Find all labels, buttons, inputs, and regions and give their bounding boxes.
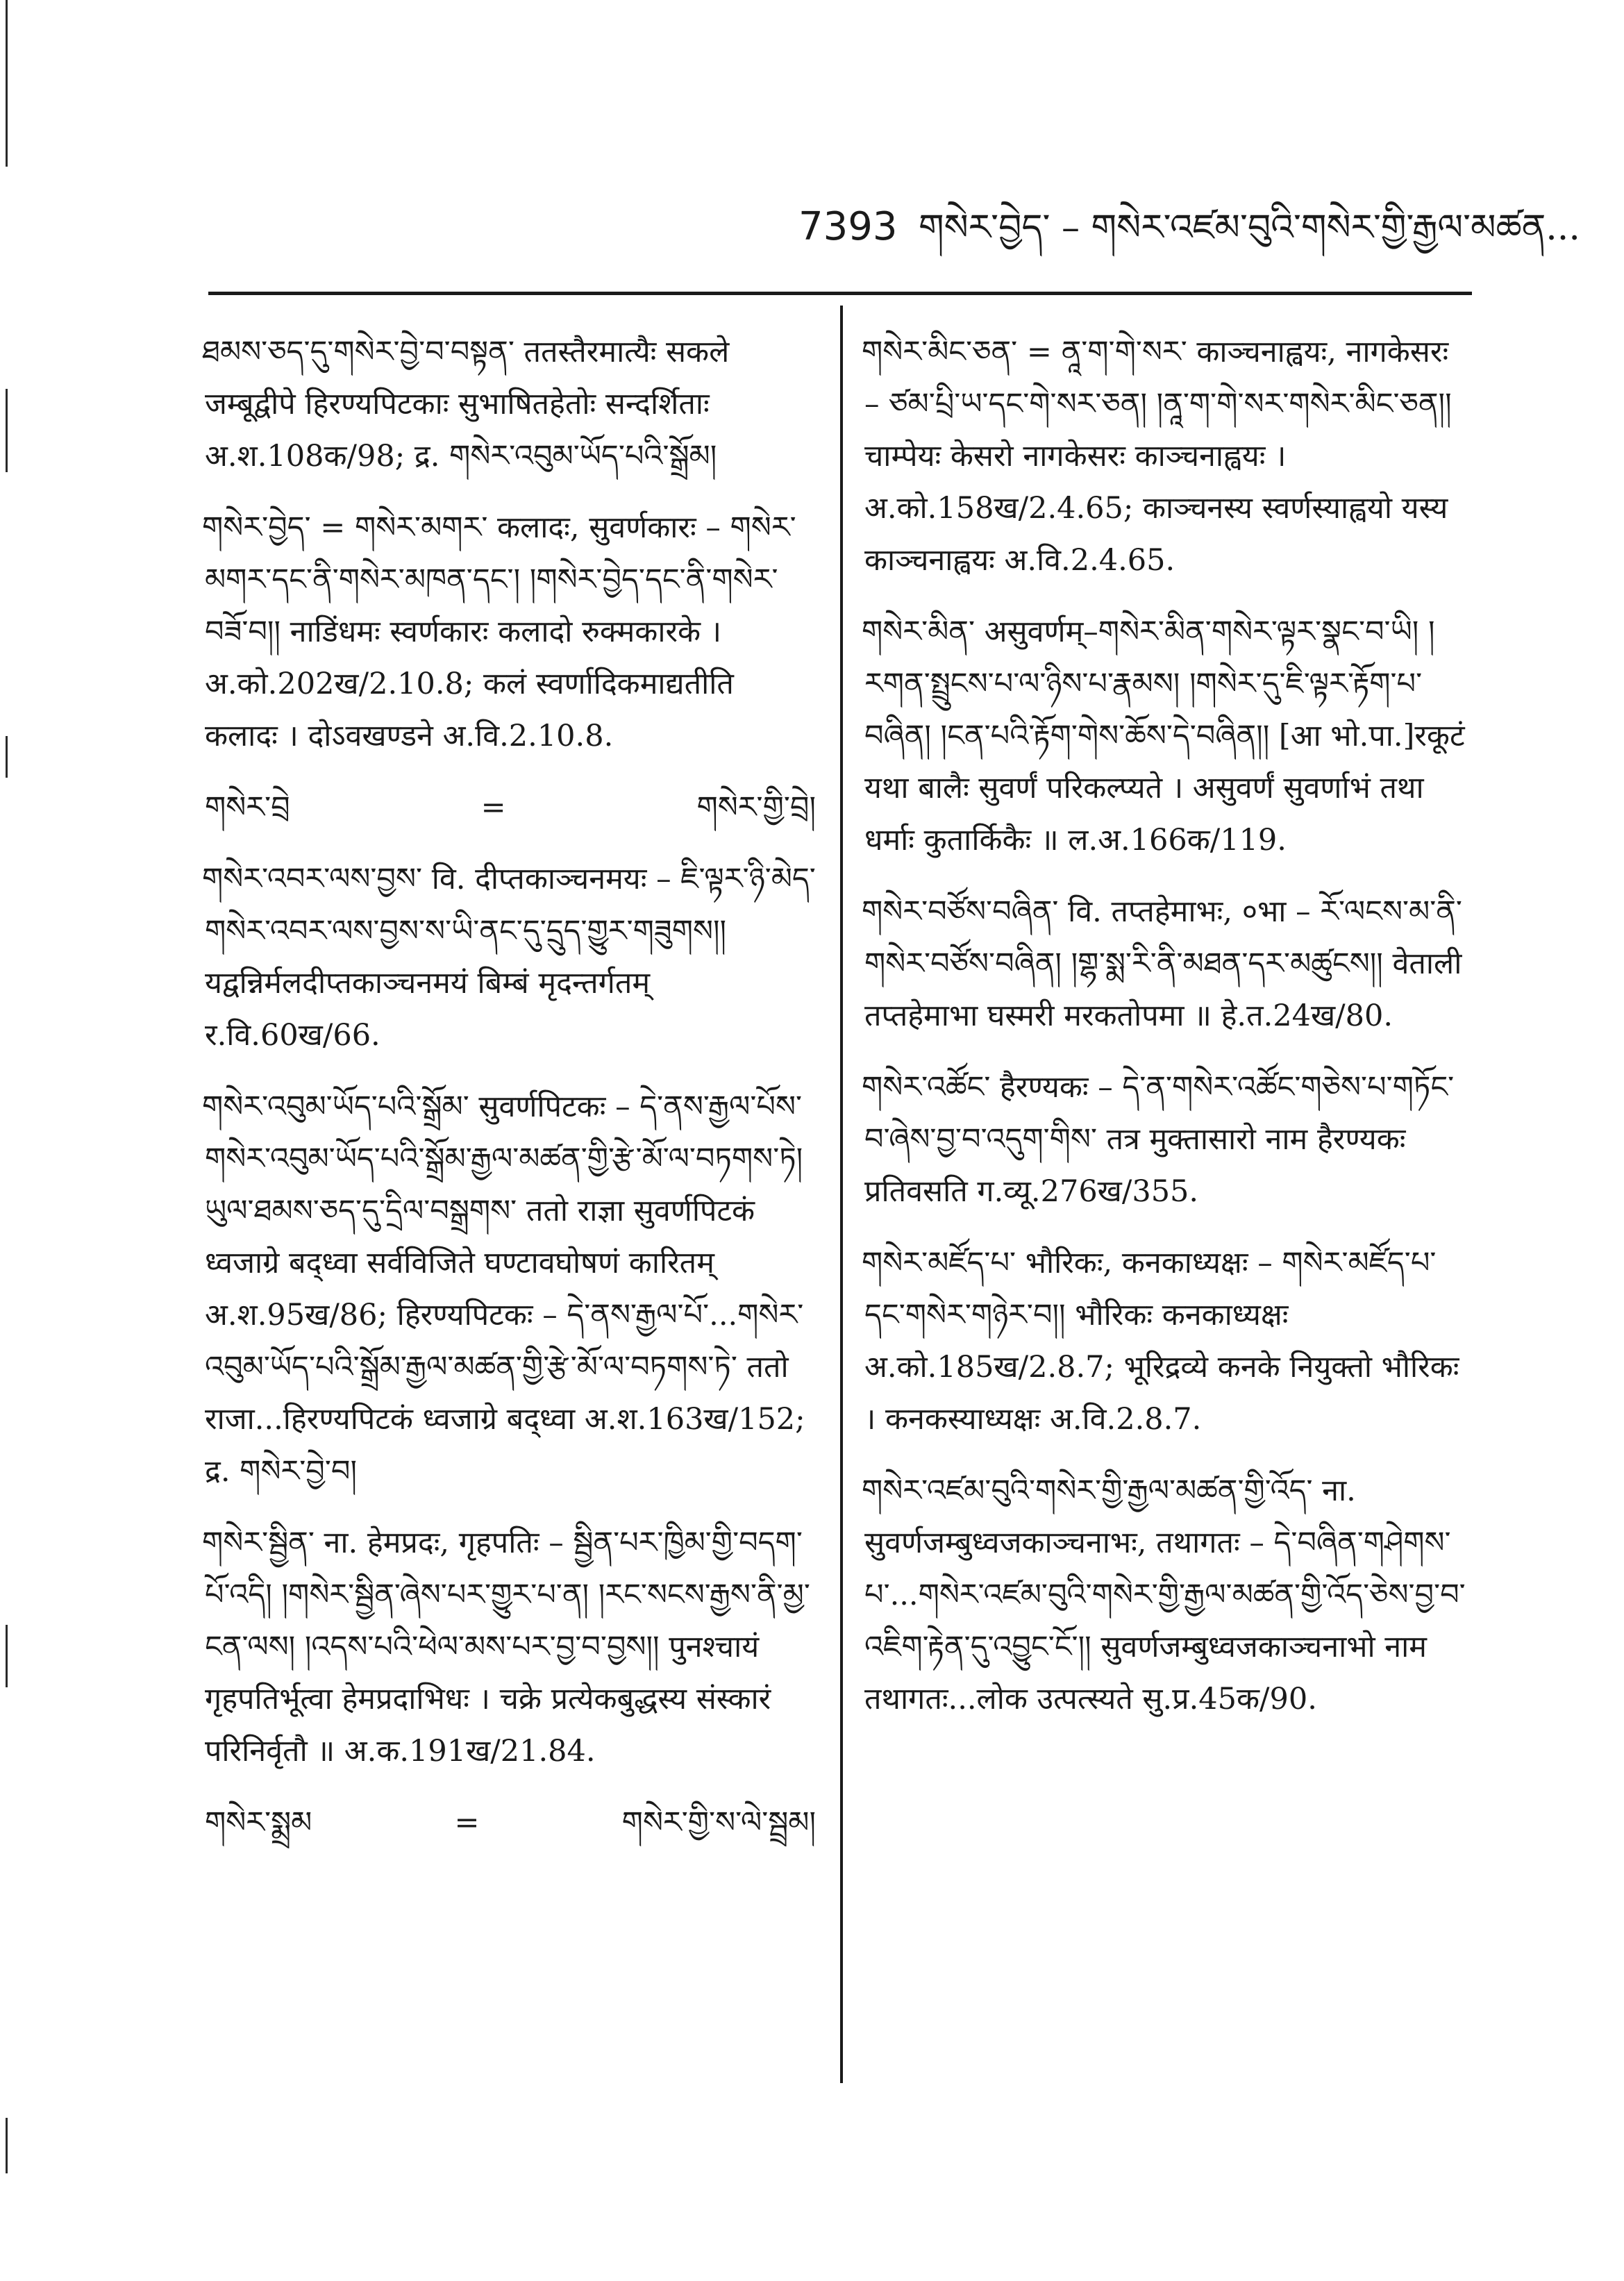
dictionary-entry: གསེར་འབུམ་ཡོད་པའི་སྒྲོམ་ सुवर्णपिटकः – དེ་ནས་རྒྱལ་པོས་གསེར་འབུམ་ཡོད་པའི་སྒྲོམ་རྒྱལ་མཚན་གྱི་རྩེ་མོ་ལ་བཏགས་ཏེ། ཡུལ་ཐམས་ཅད་དུ་དྲིལ་བསྒྲགས་ ततो राज्ञा सुवर्णपिटकं ध्वजाग्रे बद्ध्वा सर्वविजिते घण्टावघोषणं कारितम् अ.श.95ख/86; हिरण्यपिटकः – དེ་ནས་རྒྱལ་པོ་...གསེར་འབུམ་ཡོད་པའི་སྒྲོམ་རྒྱལ་མཚན་གྱི་རྩེ་མོ་ལ་བཏགས་ཏེ་ ततो राजा...हिरण्यपिटकं ध्वजाग्रे बद्ध्वा अ.श.163ख/152; द्र. གསེར་བྱེ་བ།: [202, 1089, 805, 1489]
dictionary-entry: གསེར་འཛམ་བུའི་གསེར་གྱི་རྒྱལ་མཚན་གྱི་འོད་ ना. सुवर्णजम्बुध्वजकाञ्चनाभः, तथागतः – དེ་བཞིན་གཤེགས་པ་...གསེར་འཛམ་བུའི་གསེར་གྱི་རྒྱལ་མཚན་གྱི་འོད་ཅེས་བྱ་བ་འཇིག་རྟེན་དུ་འབྱུང་ངོ་།། सुवर्णजम्बुध्वजकाञ्चनाभो नाम तथागतः...लोक उत्पत्स्यते सु.प्र.45क/90.: [862, 1473, 1466, 1716]
header-rule: [208, 292, 1472, 295]
dictionary-entry: གསེར་འབར་ལས་བྱས་ वि. दीप्तकाञ्चनमयः – ཇི་ལྟར་ཉི་མེད་གསེར་འབར་ལས་བྱས་ས་ཡི་ནང་དུ་དྲུད་གྱུར་གཟུགས།། यद्वन्निर्मलदीप्तकाञ्चनमयं बिम्बं मृदन्तर्गतम् र.वि.60ख/66.: [202, 862, 816, 1053]
xref-target: གསེར་གྱི་བྲེ།: [696, 790, 816, 825]
scan-margin-mark: [6, 736, 8, 778]
scan-margin-mark: [6, 0, 8, 167]
xref-target: གསེར་གྱི་ས་ལེ་སྦྲམ།: [621, 1805, 816, 1840]
column-divider: [840, 306, 843, 2083]
scan-margin-mark: [6, 1625, 8, 1687]
dictionary-entry: གསེར་མིང་ཅན་ = ནཱ་ག་གེ་སར་ काञ्चनाह्वयः, नागकेसरः – ཙམ་པྲི་ཡ་དང་གེ་སར་ཅན། །ནཱ་ག་གེ་སར་གསེར་མིང་ཅན།། चाम्पेयः केसरो नागकेसरः काञ्चनाह्वयः । अ.को.158ख/2.4.65; काञ्चनस्य स्वर्णस्याह्वयो यस्य काञ्चनाह्वयः अ.वि.2.4.65.: [862, 335, 1452, 578]
xref-equals: =: [454, 1805, 480, 1840]
left-column: [202, 326, 816, 1869]
dictionary-entry: གསེར་བཙོས་བཞིན་ वि. तप्तहेमाभः, ०भा – རོ་ལངས་མ་ནི་གསེར་བཙོས་བཞིན། །གྷ་སྨ་རི་ནི་མཐན་དར་མཚུངས།། वेताली तप्तहेमाभा घस्मरी मरकतोपमा ॥ हे.त.24ख/80.: [862, 894, 1462, 1033]
scan-margin-mark: [6, 389, 8, 472]
xref-equals: =: [480, 790, 506, 825]
dictionary-entry: གསེར་མིན་ असुवर्णम्–གསེར་མིན་གསེར་ལྟར་སྣང་བ་ཡི། །རགན་སྤྲུངས་པ་ལ་ཉིས་པ་རྣམས། །གསེར་དུ་ཇི་ལྟར་རྟོག་པ་བཞིན། །ངན་པའི་རྟོག་གེས་ཆོས་དེ་བཞིན།། [आ भो.पा.]रकूटं यथा बालैः सुवर्णं परिकल्प्यते । असुवर्णं सुवर्णाभं तथा धर्माः कुतार्किकैः ॥ ल.अ.166क/119.: [862, 615, 1465, 858]
running-header: [798, 187, 1580, 289]
xref-headword: གསེར་བྲེ: [205, 790, 290, 825]
header-range: གསེར་བྱེད་ – གསེར་འཛམ་བུའི་གསེར་གྱི་རྒྱལ་མཚན...: [919, 207, 1580, 249]
dictionary-entry: ཐམས་ཅད་དུ་གསེར་བྱེ་བ་བསྟན་ ततस्तैरमात्यैः सकले जम्बूद्वीपे हिरण्यपिटकाः सुभाषितहेतोः सन्दर्शिताः अ.श.108क/98; द्र. གསེར་འབུམ་ཡོད་པའི་སྒྲོམ།: [202, 335, 730, 474]
cross-reference-entry: [205, 1797, 816, 1849]
dictionary-entry: གསེར་བྱེད་ = གསེར་མགར་ कलादः, सुवर्णकारः – གསེར་མགར་དང་ནི་གསེར་མཁན་དང་། །གསེར་བྱེད་དང་ནི་གསེར་བཟོ་བ།། नाडिंधमः स्वर्णकारः कलादो रुक्मकारके । अ.को.202ख/2.10.8; कलं स्वर्णादिकमाद्यतीति कलादः । दोऽवखण्डने अ.वि.2.10.8.: [202, 510, 796, 753]
scan-margin-mark: [6, 2118, 8, 2173]
dictionary-entry: གསེར་སྦྱིན་ ना. हेमप्रदः, गृहपतिः – སྦྱིན་པར་ཁྱིམ་གྱི་བདག་པོ་འདི། །གསེར་སྦྱིན་ཞེས་པར་གྱུར་པ་ན། །རང་སངས་རྒྱས་ནི་མྱ་ངན་ལས། །འདས་པའི་ཕེལ་མས་པར་བྱ་བ་བྱས།། पुनश्चायं गृहपतिर्भूत्वा हेमप्रदाभिधः । चक्रे प्रत्येकबुद्धस्य संस्कारं परिनिर्वृतौ ॥ अ.क.191ख/21.84.: [202, 1526, 810, 1769]
cross-reference-entry: [205, 782, 816, 834]
page-number: 7393: [798, 204, 898, 249]
dictionary-entry: གསེར་མཛོད་པ་ भौरिकः, कनकाध्यक्षः – གསེར་མཛོད་པ་དང་གསེར་གཉེར་བ།། भौरिकः कनकाध्यक्षः अ.को.185ख/2.8.7; भूरिद्रव्ये कनके नियुक्तो भौरिकः । कनकस्याध्यक्षः अ.वि.2.8.7.: [862, 1246, 1459, 1437]
dictionary-entry: གསེར་འཚོང་ हैरण्यकः – དེ་ན་གསེར་འཚོང་གཅེས་པ་གཏོང་བ་ཞེས་བྱ་བ་འདུག་གིས་ तत्र मुक्तासारो नाम हैरण्यकः प्रतिवसति ग.व्यू.276ख/355.: [862, 1070, 1455, 1209]
right-column: [864, 326, 1468, 1745]
xref-headword: གསེར་སྨྲམ: [205, 1805, 312, 1840]
